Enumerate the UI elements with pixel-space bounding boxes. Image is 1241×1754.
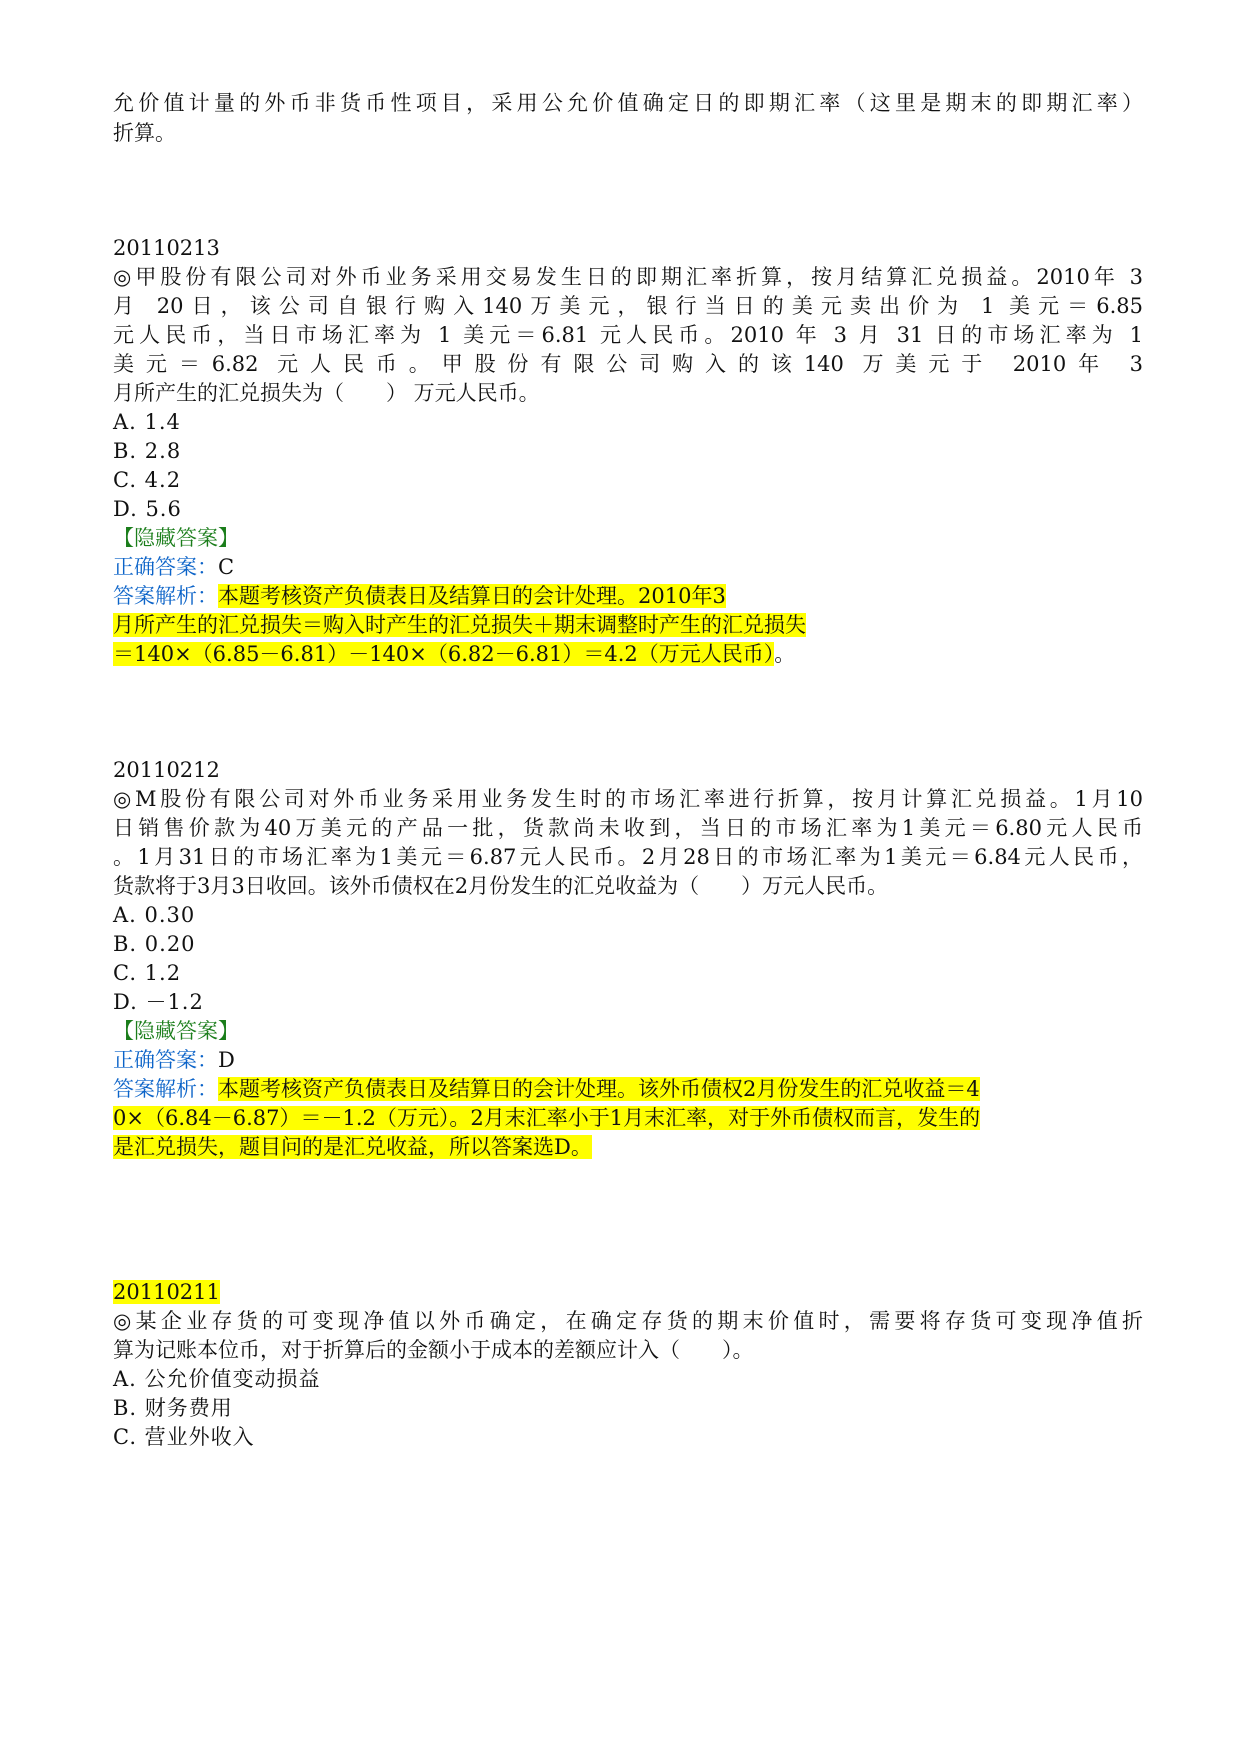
analysis-text: ＝140×（6.85－6.81）－140×（6.82－6.81）＝4.2（万元人民币）	[113, 642, 775, 666]
analysis-text: 本题考核资产负债表日及结算日的会计处理。2010年3	[218, 584, 726, 608]
question-text-line: ◎某企业存货的可变现净值以外币确定，在确定存货的期末价值时，需要将存货可变现净值折	[113, 1309, 1143, 1333]
question-id	[113, 1277, 220, 1307]
hidden-answer-toggle[interactable]: 【隐藏答案】	[113, 526, 239, 550]
analysis-line	[113, 1103, 980, 1133]
option-b: B. 0.20	[113, 932, 196, 956]
option-d: D. 5.6	[113, 497, 182, 521]
question-text-line: ◎M股份有限公司对外币业务采用业务发生时的市场汇率进行折算，按月计算汇兑损益。1月10	[113, 787, 1143, 811]
option-c: C. 4.2	[113, 468, 182, 492]
correct-answer-value: C	[218, 555, 235, 579]
question-text-line: 算为记账本位币，对于折算后的金额小于成本的差额应计入（ ）。	[113, 1338, 754, 1362]
question-text-line: 。1月31日的市场汇率为1美元＝6.87元人民币。2月28日的市场汇率为1美元＝6.84元人民币，	[113, 845, 1143, 869]
hidden-answer-toggle[interactable]: 【隐藏答案】	[113, 1019, 239, 1043]
analysis-text: 月所产生的汇兑损失＝购入时产生的汇兑损失＋期末调整时产生的汇兑损失	[113, 613, 806, 637]
analysis-text: 是汇兑损失，题目问的是汇兑收益，所以答案选D。	[113, 1135, 592, 1159]
analysis-text: 0×（6.84－6.87）＝－1.2（万元）。2月末汇率小于1月末汇率，对于外币债权而言，发生的	[113, 1106, 981, 1130]
question-text-line: 月 20日，该公司自银行购入140万美元，银行当日的美元卖出价为 1 美元＝6.85	[113, 294, 1143, 318]
question-text-line: 日销售价款为40万美元的产品一批，货款尚未收到，当日的市场汇率为1美元＝6.80元人民币	[113, 816, 1143, 840]
intro-line-2: 折算。	[113, 121, 176, 145]
analysis-line	[113, 1132, 592, 1162]
question-id: 20110213	[113, 236, 220, 260]
option-c: C. 营业外收入	[113, 1425, 255, 1449]
analysis-line	[113, 639, 795, 669]
option-a: A. 公允价值变动损益	[113, 1367, 321, 1391]
question-text-line: 月所产生的汇兑损失为（ ） 万元人民币。	[113, 381, 540, 405]
analysis-text: 本题考核资产负债表日及结算日的会计处理。该外币债权2月份发生的汇兑收益＝4	[218, 1077, 980, 1101]
question-text-line: 元人民币，当日市场汇率为 1 美元＝6.81 元人民币。2010 年 3 月 31 日的市场汇率为 1	[113, 323, 1143, 347]
option-a: A. 0.30	[113, 903, 196, 927]
correct-answer	[113, 552, 234, 582]
analysis-line	[113, 610, 806, 640]
question-text-line: ◎甲股份有限公司对外币业务采用交易发生日的即期汇率折算，按月结算汇兑损益。2010年 3	[113, 265, 1143, 289]
analysis-tail: 。	[774, 642, 796, 666]
question-id-text: 20110211	[113, 1280, 220, 1304]
question-id: 20110212	[113, 758, 220, 782]
option-c: C. 1.2	[113, 961, 182, 985]
correct-answer-label: 正确答案：	[113, 1048, 218, 1072]
intro-line-1: 允价值计量的外币非货币性项目，采用公允价值确定日的即期汇率（这里是期末的即期汇率）	[113, 91, 1143, 115]
option-b: B. 2.8	[113, 439, 182, 463]
option-d: D. －1.2	[113, 990, 204, 1014]
correct-answer-label: 正确答案：	[113, 555, 218, 579]
analysis-line	[113, 581, 726, 611]
analysis-label: 答案解析：	[113, 584, 218, 608]
question-text-line: 货款将于3月3日收回。该外币债权在2月份发生的汇兑收益为（ ）万元人民币。	[113, 874, 889, 898]
correct-answer-value: D	[218, 1048, 235, 1072]
analysis-label: 答案解析：	[113, 1077, 218, 1101]
analysis-line	[113, 1074, 980, 1104]
correct-answer	[113, 1045, 235, 1075]
question-text-line: 美元＝6.82 元人民币。甲股份有限公司购入的该140 万美元于 2010年 3	[113, 352, 1143, 376]
option-b: B. 财务费用	[113, 1396, 233, 1420]
option-a: A. 1.4	[113, 410, 181, 434]
